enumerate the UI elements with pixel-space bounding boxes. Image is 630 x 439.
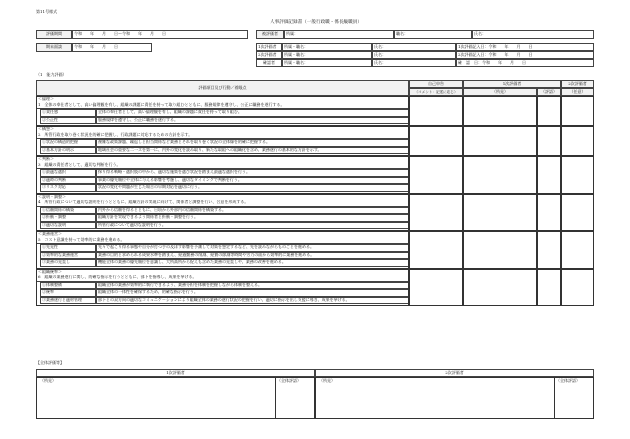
overall-eval2-header: 2次評価者 — [315, 369, 594, 377]
section1-title: （1 能力評価） — [36, 72, 67, 77]
eval1-grade-cell[interactable] — [537, 269, 561, 307]
eval2-cell[interactable] — [561, 126, 594, 156]
criterion-description: 採り得る戦略・選択肢の中から、適切な施策を選び状況を踏まえ最適な選択を行う。 — [96, 169, 409, 177]
group-frame — [36, 126, 409, 156]
overall-eval2-box[interactable] — [315, 377, 594, 419]
evaluee-dept[interactable]: 所属： — [284, 30, 394, 39]
eval1-opinion-cell[interactable] — [463, 194, 537, 232]
group-title: ＜業務運営＞ — [36, 231, 409, 237]
eval2-cell[interactable] — [561, 269, 594, 307]
self-header: 自己申告 — [409, 80, 463, 88]
criterion-label: ①責任感 — [40, 109, 96, 117]
eval1-grade-cell[interactable] — [537, 126, 561, 156]
criterion-label: ②統率 — [40, 289, 96, 297]
group-intro: 2 所管行政を取り巻く状況を的確に把握し、行政課題に対応するための方針を示す。 — [36, 132, 409, 139]
group-intro: 5 コスト意識を持って効率的に業務を進める。 — [36, 237, 409, 244]
criterion-description: 服務規律を遵守し、公正に職務を遂行する。 — [96, 117, 409, 125]
criterion-label: ①先見性 — [40, 244, 96, 252]
self-assessment-cell[interactable] — [409, 231, 463, 269]
criterion-description: 所管行政について適切な説明を行う。 — [96, 222, 409, 230]
group-title: ＜組織統率＞ — [36, 269, 409, 275]
evaluator-1-name[interactable]: 氏名： — [372, 43, 456, 51]
overall-eval1-opinion: （所見） — [40, 378, 56, 383]
overall-eval1-box[interactable] — [36, 377, 315, 419]
criterion-label: ②適時の判断 — [40, 177, 96, 185]
eval1-header: 1次評価者 — [463, 80, 561, 88]
criterion-label: ③適切な説明 — [40, 222, 96, 230]
eval2-subheader: （任意） — [561, 88, 594, 96]
evaluator-2-label: 2次評価者 — [256, 51, 282, 59]
eval1-grade-cell[interactable] — [537, 96, 561, 126]
group-title: ＜説明・調整＞ — [36, 194, 409, 200]
self-assessment-cell[interactable] — [409, 126, 463, 156]
eval2-cell[interactable] — [561, 96, 594, 126]
eval2-cell[interactable] — [561, 194, 594, 232]
eval2-header: 2次評価者 — [561, 80, 594, 88]
evaluator-1-dept[interactable]: 所属・職名： — [282, 43, 372, 51]
overall-eval2-opinion: （所見） — [319, 378, 335, 383]
criterion-label: ①状況の構造的把握 — [40, 139, 96, 147]
eval1-opinion-cell[interactable] — [463, 231, 537, 269]
criterion-description: 事業の優先順位や全体に与える影響を考慮し、適切なタイミングで判断を行う。 — [96, 177, 409, 185]
evaluee-label: 被評価者 — [256, 30, 284, 39]
form-number: 第11号様式 — [36, 9, 58, 14]
criterion-label: ①体制整備 — [40, 282, 96, 290]
group-intro: 1 全体の奉仕者として、高い倫理観を有し、組織の課題に責任を持って取り組むとともに、服務規律を遵守し、公正に職務を遂行する。 — [36, 102, 409, 109]
criterion-description: 機能全体の業務の優先順位を意識し、大所高所から捉えも含めた業務の見直しや、業務の改善を進める。 — [96, 259, 409, 267]
group-title: ＜倫理＞ — [36, 96, 409, 102]
evaluee-post[interactable]: 職名： — [394, 30, 472, 39]
eval1-opinion-cell[interactable] — [463, 126, 537, 156]
eval1-opinion-cell[interactable] — [463, 96, 537, 126]
criterion-label: ②公正性 — [40, 117, 96, 125]
group-intro: 4 所管行政について適切な説明を行うとともに、組織方針の実現に向けて、関係者と調整を行い、合意を形成する。 — [36, 200, 409, 207]
eval1-opinion-header: （所見） — [463, 88, 537, 96]
evaluator-2-name[interactable]: 氏名： — [372, 51, 456, 59]
confirmer-date[interactable]: 確 認 日：令和 年 月 日 — [456, 59, 594, 67]
group-frame — [36, 269, 409, 307]
group-frame — [36, 96, 409, 126]
eval1-grade-cell[interactable] — [537, 156, 561, 194]
criterion-description: 状況の変化や問題が生じた場合の早期対応を適切に行う。 — [96, 184, 409, 192]
items-header: 評価項目及び行動／着眼点 — [36, 80, 409, 96]
criterion-label: ①最適な選択 — [40, 169, 96, 177]
criterion-label: ①信頼関係の構築 — [40, 207, 96, 215]
self-assessment-cell[interactable] — [409, 156, 463, 194]
criterion-description: 先々で起こり得る事態や自分が打つ手の及ぼす影響を予測して対策を想定するなど、先を読みながらものごとを進める。 — [96, 244, 409, 252]
overall-eval1-grade: （全体評語） — [277, 378, 301, 383]
self-subheader: （コメント：記述に応じ） — [409, 88, 463, 96]
self-assessment-cell[interactable] — [409, 194, 463, 232]
self-assessment-cell[interactable] — [409, 96, 463, 126]
group-frame — [36, 194, 409, 232]
overall-title: 【全体評価等】 — [36, 360, 64, 365]
evaluator-1-date[interactable]: 1次評価記入日：令和 年 月 日 — [456, 43, 594, 51]
group-intro: 3 組織の責任者として、適切な判断を行う。 — [36, 162, 409, 169]
group-title: ＜判断＞ — [36, 156, 409, 162]
criterion-description: 組織全体の業務が効率的に執行できるよう、業務分担を体制を把握しながら体制を整える。 — [96, 282, 409, 290]
criterion-label: ③リスク対応 — [40, 184, 96, 192]
criterion-label: ②効率的な業務運営 — [40, 252, 96, 260]
group-frame — [36, 156, 409, 194]
criterion-description: 組織方針を実現できるよう関係者と折衝・調整を行う。 — [96, 214, 409, 222]
criterion-description: 複雑な政策課題、繰返しと担当関係など業務とそれを取り巻く状況の全体像を的確に把握する。 — [96, 139, 409, 147]
interview-label: 期末面談 — [36, 43, 72, 52]
eval1-grade-cell[interactable] — [537, 194, 561, 232]
criterion-description: 内外から信頼を得るとともに、日頃から外部内の信頼関係を構築する。 — [96, 207, 409, 215]
criterion-label: ②折衝・調整 — [40, 214, 96, 222]
criterion-description: 組織全体の一体性を確保するため、的確な指示を行う。 — [96, 289, 409, 297]
period-value[interactable]: 令和 年 月 日～令和 年 月 日 — [72, 30, 248, 39]
criterion-description: 全体の奉仕者として、高い倫理観を有し、組織の課題に責任を持って取り組む。 — [96, 109, 409, 117]
eval2-cell[interactable] — [561, 231, 594, 269]
eval1-grade-cell[interactable] — [537, 231, 561, 269]
evaluator-2-dept[interactable]: 所属・職名： — [282, 51, 372, 59]
confirmer-label: 確認者 — [256, 59, 282, 67]
eval2-cell[interactable] — [561, 156, 594, 194]
self-assessment-cell[interactable] — [409, 269, 463, 307]
criterion-label: ③業務の見直し — [40, 259, 96, 267]
criterion-description: 業務の目的と求められる成果水準を踏まえ、経過勤務の削減、経費の節減等時間や労力の面から効率的に業務を進める。 — [96, 252, 409, 260]
criterion-label: ②基本方針の明示 — [40, 147, 96, 155]
confirmer-dept[interactable]: 所属・職名： — [282, 59, 372, 67]
overall-eval1-header: 1次評価者 — [36, 369, 315, 377]
criterion-description: 地域社会の重要な二一ズを第一に、内外の変化を読み取り、新たな取組への組織化を含め、業務遂行の基本的な方針を示す。 — [96, 147, 409, 155]
interview-value[interactable]: 令和 年 月 日 — [72, 43, 152, 52]
evaluee-name[interactable]: 氏名： — [472, 30, 594, 39]
criterion-label: ③業務遂行と適材管理 — [40, 297, 96, 305]
form-title: 人事評価記録書（一般行政職・係長級職員） — [270, 20, 362, 25]
eval1-grade-header: （評語） — [537, 88, 561, 96]
confirmer-name[interactable]: 氏名： — [372, 59, 456, 67]
period-label: 評価期間 — [36, 30, 72, 39]
evaluator-1-label: 1次評価者 — [256, 43, 282, 51]
eval1-opinion-cell[interactable] — [463, 269, 537, 307]
evaluator-2-date[interactable]: 2次評価記入日：令和 年 月 日 — [456, 51, 594, 59]
eval1-opinion-cell[interactable] — [463, 156, 537, 194]
group-frame — [36, 231, 409, 269]
overall-eval2-grade: （全体評語） — [556, 378, 580, 383]
group-intro: 6 組織の業務遂行に関し、的確な指示を行うとともに、部下を指導し、成果を挙げる。 — [36, 275, 409, 282]
criterion-description: 部下との双方向の適切なコミュニケーションにより組織全体の業務の遂行状況の把握を行い、適切に指示を出し支援に導き、成果を挙げる。 — [96, 297, 409, 305]
group-title: ＜構想＞ — [36, 126, 409, 132]
